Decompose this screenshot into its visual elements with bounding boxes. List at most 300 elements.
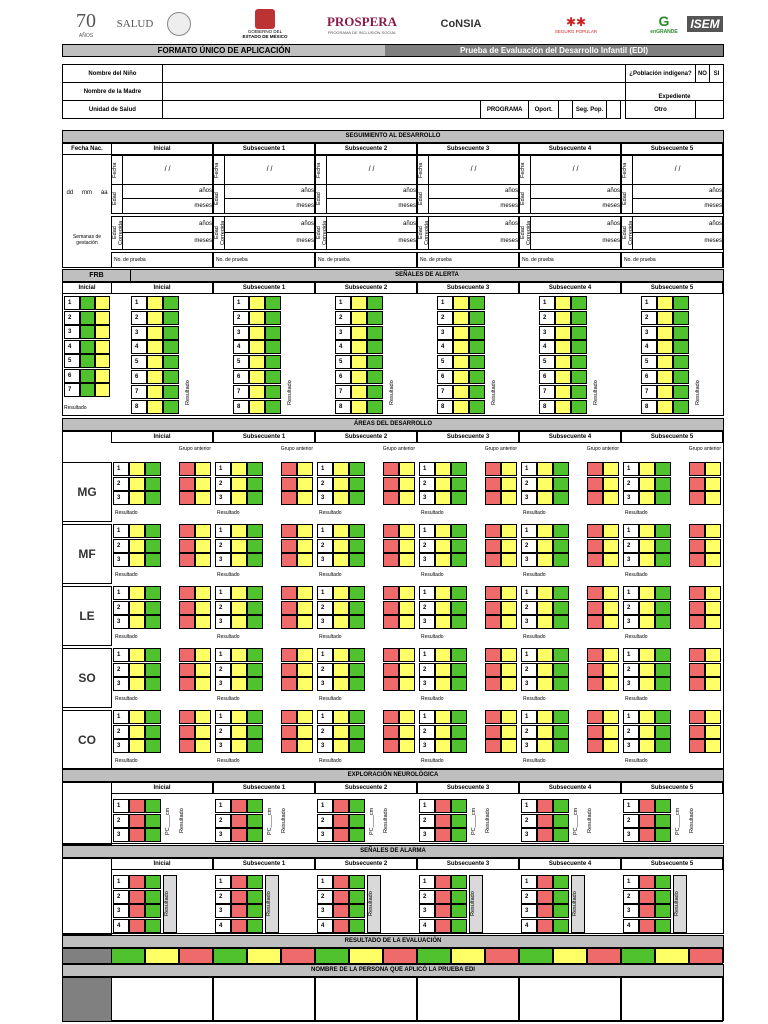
area-yellow-prev[interactable]	[501, 710, 517, 724]
alerta-yellow[interactable]	[147, 400, 163, 414]
alerta-green[interactable]	[469, 400, 485, 414]
resultado-green[interactable]	[519, 948, 553, 964]
area-yellow-prev[interactable]	[705, 601, 721, 615]
fecha-field[interactable]: / /	[632, 155, 723, 185]
area-green[interactable]	[553, 663, 569, 677]
area-red[interactable]	[179, 648, 195, 662]
area-yellow[interactable]	[231, 491, 247, 505]
no-prueba-field[interactable]: No. de prueba	[417, 252, 519, 268]
alerta-green[interactable]	[673, 400, 689, 414]
neuro-red[interactable]	[537, 814, 553, 828]
no-prueba-field[interactable]: No. de prueba	[213, 252, 315, 268]
alerta-green[interactable]	[265, 296, 281, 310]
area-yellow[interactable]	[129, 601, 145, 615]
area-yellow[interactable]	[435, 491, 451, 505]
alarma-red[interactable]	[537, 919, 553, 933]
neuro-green[interactable]	[349, 799, 365, 813]
alarma-green[interactable]	[247, 904, 263, 918]
edad-meses-field[interactable]: meses	[632, 198, 723, 214]
area-red[interactable]	[485, 553, 501, 567]
area-red[interactable]	[485, 586, 501, 600]
area-yellow-prev[interactable]	[297, 553, 313, 567]
area-yellow-prev[interactable]	[705, 648, 721, 662]
area-red[interactable]	[587, 725, 603, 739]
neuro-red[interactable]	[537, 799, 553, 813]
area-yellow-prev[interactable]	[705, 615, 721, 629]
area-red[interactable]	[383, 710, 399, 724]
resultado-red[interactable]	[383, 948, 417, 964]
area-red[interactable]	[179, 539, 195, 553]
area-yellow-prev[interactable]	[705, 491, 721, 505]
area-green[interactable]	[247, 677, 263, 691]
area-red[interactable]	[179, 524, 195, 538]
no-option[interactable]: NO	[695, 65, 709, 83]
area-green[interactable]	[349, 491, 365, 505]
area-yellow[interactable]	[537, 586, 553, 600]
area-yellow[interactable]	[129, 586, 145, 600]
alarma-red[interactable]	[639, 875, 655, 889]
alarma-red[interactable]	[639, 919, 655, 933]
no-prueba-field[interactable]: No. de prueba	[519, 252, 621, 268]
edad-anos-field[interactable]: años	[224, 184, 315, 199]
alerta-green[interactable]	[571, 385, 587, 399]
resultado-yellow[interactable]	[349, 948, 383, 964]
alerta-green[interactable]	[163, 370, 179, 384]
alerta-yellow[interactable]	[453, 311, 469, 325]
alerta-green[interactable]	[265, 370, 281, 384]
area-yellow-prev[interactable]	[399, 586, 415, 600]
area-red[interactable]	[383, 739, 399, 753]
alerta-yellow[interactable]	[657, 340, 673, 354]
area-green[interactable]	[553, 586, 569, 600]
resultado-red[interactable]	[689, 948, 723, 964]
area-green[interactable]	[655, 615, 671, 629]
area-yellow-prev[interactable]	[399, 539, 415, 553]
area-green[interactable]	[145, 539, 161, 553]
fecha-field[interactable]: / /	[428, 155, 519, 185]
area-yellow[interactable]	[333, 710, 349, 724]
neuro-red[interactable]	[231, 799, 247, 813]
resultado-yellow[interactable]	[451, 948, 485, 964]
area-yellow-prev[interactable]	[399, 710, 415, 724]
area-yellow-prev[interactable]	[501, 648, 517, 662]
alerta-yellow[interactable]	[147, 340, 163, 354]
area-yellow[interactable]	[639, 739, 655, 753]
oport-check[interactable]	[559, 101, 573, 119]
area-yellow-prev[interactable]	[501, 601, 517, 615]
area-green[interactable]	[349, 477, 365, 491]
area-green[interactable]	[247, 725, 263, 739]
area-yellow[interactable]	[231, 663, 247, 677]
area-green[interactable]	[247, 553, 263, 567]
area-red[interactable]	[179, 615, 195, 629]
area-yellow[interactable]	[231, 725, 247, 739]
neuro-red[interactable]	[333, 828, 349, 842]
area-green[interactable]	[247, 477, 263, 491]
alerta-yellow[interactable]	[657, 296, 673, 310]
alerta-yellow[interactable]	[657, 400, 673, 414]
area-red[interactable]	[587, 663, 603, 677]
alerta-yellow[interactable]	[249, 311, 265, 325]
area-green[interactable]	[145, 586, 161, 600]
area-yellow[interactable]	[129, 539, 145, 553]
alerta-yellow[interactable]	[555, 340, 571, 354]
alerta-yellow[interactable]	[351, 296, 367, 310]
area-yellow[interactable]	[435, 553, 451, 567]
alerta-yellow[interactable]	[453, 296, 469, 310]
alerta-yellow[interactable]	[249, 296, 265, 310]
alerta-green[interactable]	[673, 355, 689, 369]
area-red[interactable]	[179, 677, 195, 691]
area-yellow-prev[interactable]	[603, 739, 619, 753]
area-yellow[interactable]	[639, 553, 655, 567]
area-yellow-prev[interactable]	[603, 491, 619, 505]
area-green[interactable]	[655, 601, 671, 615]
alerta-yellow[interactable]	[351, 326, 367, 340]
nombre-madre-field[interactable]	[162, 83, 625, 101]
alerta-yellow[interactable]	[657, 311, 673, 325]
area-yellow[interactable]	[231, 615, 247, 629]
alarma-red[interactable]	[231, 890, 247, 904]
area-red[interactable]	[587, 539, 603, 553]
area-yellow[interactable]	[639, 725, 655, 739]
area-yellow[interactable]	[639, 477, 655, 491]
area-yellow-prev[interactable]	[501, 677, 517, 691]
alerta-green[interactable]	[571, 326, 587, 340]
neuro-green[interactable]	[655, 814, 671, 828]
area-yellow-prev[interactable]	[603, 710, 619, 724]
alarma-green[interactable]	[655, 904, 671, 918]
alarma-green[interactable]	[553, 919, 569, 933]
area-yellow[interactable]	[537, 710, 553, 724]
area-green[interactable]	[655, 677, 671, 691]
alerta-yellow[interactable]	[555, 370, 571, 384]
neuro-red[interactable]	[435, 814, 451, 828]
area-red[interactable]	[485, 524, 501, 538]
alarma-green[interactable]	[145, 890, 161, 904]
area-red[interactable]	[179, 739, 195, 753]
area-yellow[interactable]	[333, 462, 349, 476]
area-red[interactable]	[281, 586, 297, 600]
neuro-red[interactable]	[129, 799, 145, 813]
area-red[interactable]	[179, 491, 195, 505]
corregida-anos-field[interactable]: años	[428, 216, 519, 233]
area-red[interactable]	[485, 725, 501, 739]
area-yellow[interactable]	[129, 677, 145, 691]
alarma-green[interactable]	[247, 919, 263, 933]
alerta-yellow[interactable]	[249, 400, 265, 414]
area-red[interactable]	[587, 477, 603, 491]
alarma-red[interactable]	[333, 890, 349, 904]
area-green[interactable]	[451, 601, 467, 615]
no-prueba-field[interactable]: No. de prueba	[315, 252, 417, 268]
area-yellow[interactable]	[435, 648, 451, 662]
neuro-red[interactable]	[231, 828, 247, 842]
alerta-green[interactable]	[367, 311, 383, 325]
area-yellow[interactable]	[435, 477, 451, 491]
area-yellow-prev[interactable]	[501, 477, 517, 491]
alerta-green[interactable]	[163, 311, 179, 325]
area-yellow-prev[interactable]	[705, 553, 721, 567]
edad-meses-field[interactable]: meses	[224, 198, 315, 214]
resultado-green[interactable]	[417, 948, 451, 964]
neuro-green[interactable]	[553, 828, 569, 842]
neuro-red[interactable]	[435, 828, 451, 842]
neuro-green[interactable]	[349, 828, 365, 842]
area-yellow-prev[interactable]	[195, 601, 211, 615]
alarma-green[interactable]	[553, 890, 569, 904]
area-yellow-prev[interactable]	[297, 677, 313, 691]
area-green[interactable]	[655, 663, 671, 677]
area-red[interactable]	[383, 677, 399, 691]
area-yellow-prev[interactable]	[195, 524, 211, 538]
area-yellow[interactable]	[231, 586, 247, 600]
area-red[interactable]	[383, 462, 399, 476]
alerta-yellow[interactable]	[147, 370, 163, 384]
alarma-green[interactable]	[145, 875, 161, 889]
alarma-green[interactable]	[451, 919, 467, 933]
area-green[interactable]	[451, 725, 467, 739]
alerta-yellow[interactable]	[657, 326, 673, 340]
area-green[interactable]	[553, 477, 569, 491]
alarma-red[interactable]	[231, 919, 247, 933]
area-red[interactable]	[689, 648, 705, 662]
area-green[interactable]	[349, 462, 365, 476]
area-yellow-prev[interactable]	[297, 586, 313, 600]
alerta-yellow[interactable]	[147, 355, 163, 369]
area-yellow-prev[interactable]	[297, 477, 313, 491]
alerta-yellow[interactable]	[555, 355, 571, 369]
alarma-green[interactable]	[655, 919, 671, 933]
alarma-red[interactable]	[129, 875, 145, 889]
area-green[interactable]	[451, 491, 467, 505]
area-yellow-prev[interactable]	[399, 663, 415, 677]
nombre-persona-field[interactable]	[111, 977, 213, 1022]
resultado-red[interactable]	[485, 948, 519, 964]
area-yellow[interactable]	[537, 553, 553, 567]
area-green[interactable]	[553, 491, 569, 505]
area-red[interactable]	[587, 524, 603, 538]
area-yellow-prev[interactable]	[399, 739, 415, 753]
area-yellow[interactable]	[231, 710, 247, 724]
area-green[interactable]	[655, 710, 671, 724]
area-yellow-prev[interactable]	[705, 663, 721, 677]
area-green[interactable]	[145, 601, 161, 615]
area-green[interactable]	[553, 524, 569, 538]
area-red[interactable]	[485, 663, 501, 677]
area-green[interactable]	[349, 539, 365, 553]
area-red[interactable]	[281, 648, 297, 662]
area-green[interactable]	[247, 491, 263, 505]
area-yellow-prev[interactable]	[195, 663, 211, 677]
area-red[interactable]	[383, 663, 399, 677]
area-red[interactable]	[689, 586, 705, 600]
alerta-green[interactable]	[469, 370, 485, 384]
resultado-yellow[interactable]	[655, 948, 689, 964]
area-red[interactable]	[689, 477, 705, 491]
area-yellow-prev[interactable]	[297, 462, 313, 476]
area-yellow[interactable]	[435, 677, 451, 691]
frb-yellow[interactable]	[95, 369, 110, 383]
neuro-red[interactable]	[639, 828, 655, 842]
alerta-yellow[interactable]	[351, 370, 367, 384]
alerta-green[interactable]	[571, 311, 587, 325]
area-red[interactable]	[281, 739, 297, 753]
area-yellow-prev[interactable]	[297, 524, 313, 538]
alerta-green[interactable]	[163, 400, 179, 414]
area-yellow-prev[interactable]	[705, 677, 721, 691]
area-yellow[interactable]	[333, 739, 349, 753]
alerta-green[interactable]	[469, 385, 485, 399]
area-red[interactable]	[587, 615, 603, 629]
area-green[interactable]	[553, 725, 569, 739]
alarma-green[interactable]	[553, 875, 569, 889]
alerta-yellow[interactable]	[453, 370, 469, 384]
area-red[interactable]	[179, 586, 195, 600]
area-red[interactable]	[179, 663, 195, 677]
area-yellow[interactable]	[639, 601, 655, 615]
area-green[interactable]	[145, 524, 161, 538]
area-green[interactable]	[247, 586, 263, 600]
area-green[interactable]	[451, 524, 467, 538]
area-yellow-prev[interactable]	[501, 462, 517, 476]
area-yellow[interactable]	[435, 462, 451, 476]
alerta-green[interactable]	[571, 296, 587, 310]
area-red[interactable]	[485, 601, 501, 615]
alerta-green[interactable]	[571, 340, 587, 354]
area-red[interactable]	[383, 725, 399, 739]
area-yellow[interactable]	[231, 477, 247, 491]
frb-green[interactable]	[80, 383, 95, 397]
area-yellow-prev[interactable]	[603, 615, 619, 629]
area-yellow[interactable]	[231, 739, 247, 753]
neuro-green[interactable]	[451, 814, 467, 828]
area-red[interactable]	[383, 539, 399, 553]
alarma-red[interactable]	[639, 890, 655, 904]
area-yellow[interactable]	[129, 553, 145, 567]
corregida-anos-field[interactable]: años	[326, 216, 417, 233]
area-yellow[interactable]	[129, 524, 145, 538]
alerta-green[interactable]	[673, 296, 689, 310]
neuro-red[interactable]	[435, 799, 451, 813]
area-red[interactable]	[281, 553, 297, 567]
area-red[interactable]	[587, 648, 603, 662]
area-green[interactable]	[145, 677, 161, 691]
area-yellow-prev[interactable]	[501, 524, 517, 538]
alerta-green[interactable]	[673, 370, 689, 384]
alerta-yellow[interactable]	[249, 385, 265, 399]
area-yellow[interactable]	[435, 601, 451, 615]
area-green[interactable]	[451, 462, 467, 476]
area-red[interactable]	[485, 477, 501, 491]
area-yellow-prev[interactable]	[297, 648, 313, 662]
area-yellow[interactable]	[435, 524, 451, 538]
neuro-green[interactable]	[145, 828, 161, 842]
alarma-green[interactable]	[349, 890, 365, 904]
area-yellow[interactable]	[639, 539, 655, 553]
area-green[interactable]	[349, 677, 365, 691]
alerta-yellow[interactable]	[147, 296, 163, 310]
corregida-anos-field[interactable]: años	[122, 216, 213, 233]
area-green[interactable]	[349, 553, 365, 567]
area-yellow[interactable]	[435, 663, 451, 677]
alerta-yellow[interactable]	[657, 370, 673, 384]
corregida-meses-field[interactable]: meses	[122, 232, 213, 250]
area-red[interactable]	[689, 710, 705, 724]
corregida-meses-field[interactable]: meses	[224, 232, 315, 250]
neuro-red[interactable]	[129, 828, 145, 842]
neuro-red[interactable]	[129, 814, 145, 828]
area-red[interactable]	[587, 553, 603, 567]
area-yellow-prev[interactable]	[399, 462, 415, 476]
area-green[interactable]	[349, 601, 365, 615]
alerta-yellow[interactable]	[351, 340, 367, 354]
area-green[interactable]	[247, 648, 263, 662]
area-yellow[interactable]	[537, 739, 553, 753]
area-yellow[interactable]	[333, 677, 349, 691]
area-red[interactable]	[383, 524, 399, 538]
area-red[interactable]	[689, 739, 705, 753]
frb-green[interactable]	[80, 354, 95, 368]
area-red[interactable]	[281, 462, 297, 476]
area-yellow-prev[interactable]	[195, 615, 211, 629]
nombre-persona-field[interactable]	[315, 977, 417, 1022]
area-yellow-prev[interactable]	[705, 539, 721, 553]
alerta-green[interactable]	[367, 296, 383, 310]
area-red[interactable]	[179, 601, 195, 615]
area-red[interactable]	[689, 462, 705, 476]
no-prueba-field[interactable]: No. de prueba	[111, 252, 213, 268]
area-red[interactable]	[383, 648, 399, 662]
neuro-green[interactable]	[655, 799, 671, 813]
fecha-field[interactable]: / /	[224, 155, 315, 185]
frb-yellow[interactable]	[95, 311, 110, 325]
area-yellow[interactable]	[129, 491, 145, 505]
area-red[interactable]	[689, 725, 705, 739]
unidad-salud-field[interactable]	[162, 101, 480, 119]
area-red[interactable]	[485, 539, 501, 553]
area-red[interactable]	[179, 477, 195, 491]
frb-yellow[interactable]	[95, 354, 110, 368]
area-yellow-prev[interactable]	[501, 615, 517, 629]
area-yellow[interactable]	[639, 677, 655, 691]
area-yellow-prev[interactable]	[195, 539, 211, 553]
area-green[interactable]	[655, 739, 671, 753]
alerta-green[interactable]	[163, 385, 179, 399]
alerta-yellow[interactable]	[555, 400, 571, 414]
area-red[interactable]	[281, 725, 297, 739]
area-yellow[interactable]	[333, 615, 349, 629]
area-yellow[interactable]	[129, 739, 145, 753]
frb-green[interactable]	[80, 311, 95, 325]
area-green[interactable]	[145, 615, 161, 629]
neuro-red[interactable]	[639, 799, 655, 813]
area-yellow-prev[interactable]	[603, 677, 619, 691]
alerta-green[interactable]	[367, 370, 383, 384]
area-red[interactable]	[587, 462, 603, 476]
area-yellow-prev[interactable]	[603, 477, 619, 491]
edad-anos-field[interactable]: años	[530, 184, 621, 199]
alerta-green[interactable]	[367, 385, 383, 399]
area-red[interactable]	[179, 725, 195, 739]
area-yellow[interactable]	[639, 710, 655, 724]
frb-yellow[interactable]	[95, 340, 110, 354]
alerta-green[interactable]	[163, 326, 179, 340]
alarma-red[interactable]	[333, 919, 349, 933]
frb-green[interactable]	[80, 340, 95, 354]
area-yellow-prev[interactable]	[705, 524, 721, 538]
area-yellow[interactable]	[231, 524, 247, 538]
